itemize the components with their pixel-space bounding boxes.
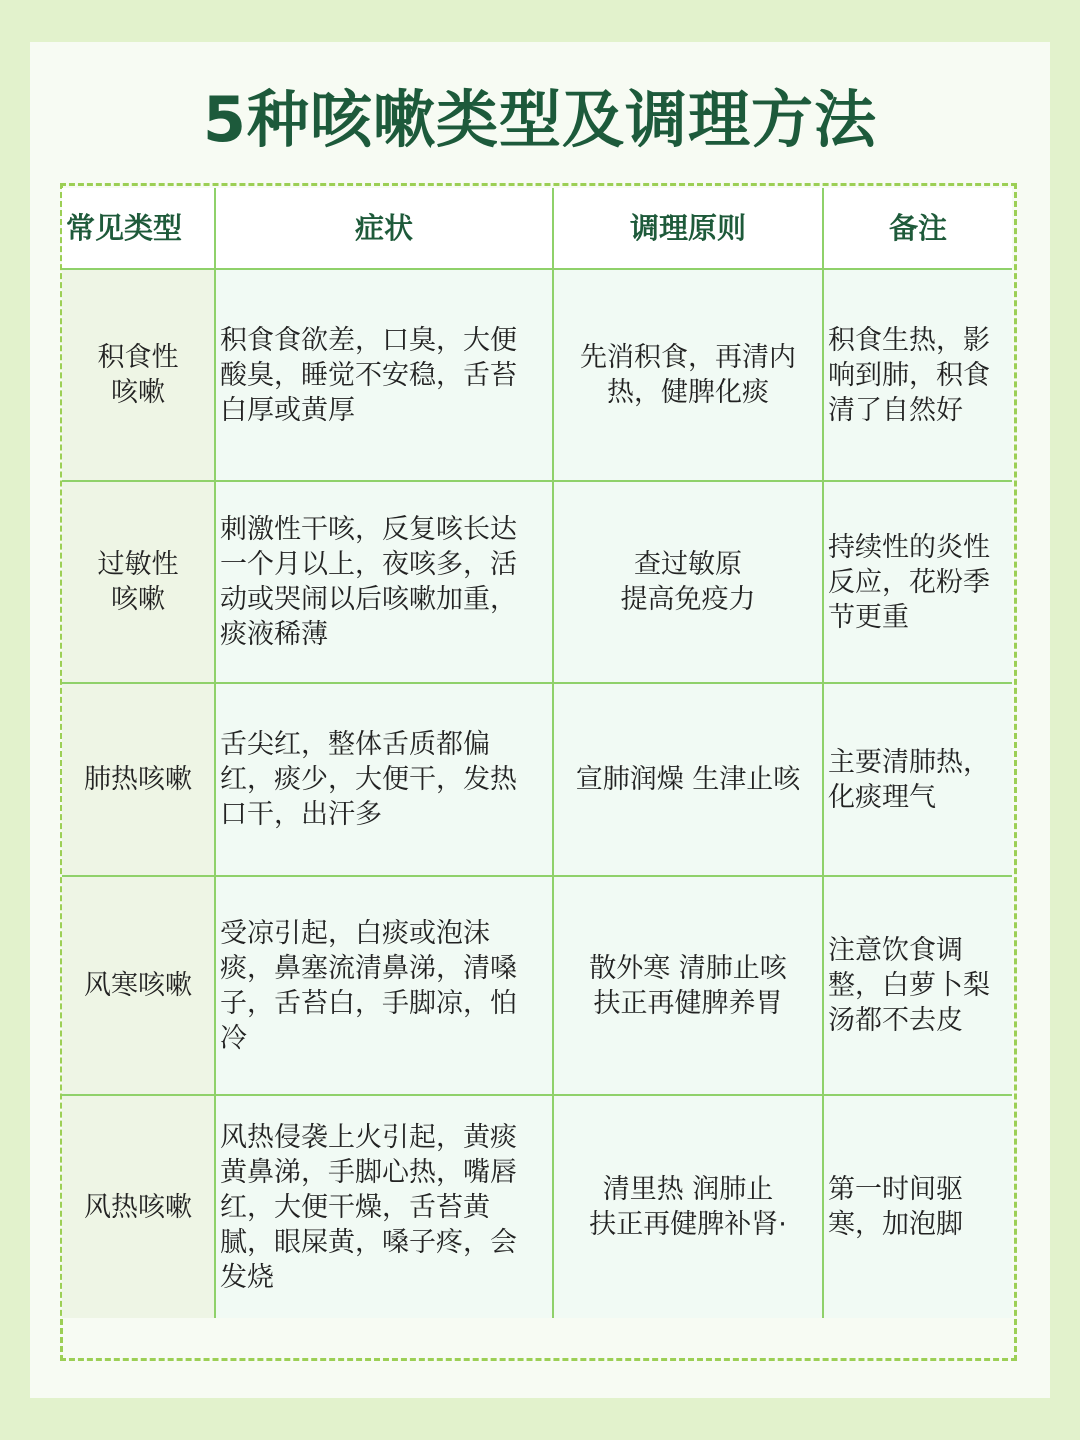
row-3-note: 主要清肺热， 化痰理气 bbox=[824, 684, 1012, 877]
row-1-symptoms: 积食食欲差，口臭，大便 酸臭，睡觉不安稳，舌苔 白厚或黄厚 bbox=[216, 270, 554, 482]
row-5-symptoms: 风热侵袭上火引起，黄痰 黄鼻涕，手脚心热，嘴唇 红，大便干燥，舌苔黄 腻，眼屎黄，嗓子疼，会 发烧 bbox=[216, 1096, 554, 1318]
row-2-type: 过敏性 咳嗽 bbox=[62, 482, 216, 684]
row-2-symptoms: 刺激性干咳，反复咳长达 一个月以上，夜咳多，活 动或哭闹以后咳嗽加重， 痰液稀薄 bbox=[216, 482, 554, 684]
row-5-type: 风热咳嗽 bbox=[62, 1096, 216, 1318]
row-3-symptoms: 舌尖红，整体舌质都偏 红，痰少，大便干，发热 口干，出汗多 bbox=[216, 684, 554, 877]
row-1-type: 积食性 咳嗽 bbox=[62, 270, 216, 482]
header-type: 常见类型 bbox=[62, 188, 216, 270]
cough-types-table bbox=[62, 188, 1012, 1318]
row-3-type: 肺热咳嗽 bbox=[62, 684, 216, 877]
header-principle: 调理原则 bbox=[554, 188, 824, 270]
row-2-principle: 查过敏原 提高免疫力 bbox=[554, 482, 824, 684]
row-4-type: 风寒咳嗽 bbox=[62, 877, 216, 1096]
page-title: 5种咳嗽类型及调理方法 bbox=[202, 83, 878, 156]
row-4-symptoms: 受凉引起，白痰或泡沫 痰，鼻塞流清鼻涕，清嗓 子，舌苔白，手脚凉，怕 冷 bbox=[216, 877, 554, 1096]
row-4-note: 注意饮食调 整，白萝卜梨 汤都不去皮 bbox=[824, 877, 1012, 1096]
row-1-principle: 先消积食，再清内 热，健脾化痰 bbox=[554, 270, 824, 482]
row-3-principle: 宣肺润燥 生津止咳 bbox=[554, 684, 824, 877]
header-symptoms: 症状 bbox=[216, 188, 554, 270]
row-4-principle: 散外寒 清肺止咳 扶正再健脾养胃 bbox=[554, 877, 824, 1096]
row-5-note: 第一时间驱 寒，加泡脚 bbox=[824, 1096, 1012, 1318]
row-1-note: 积食生热，影 响到肺，积食 清了自然好 bbox=[824, 270, 1012, 482]
header-note: 备注 bbox=[824, 188, 1012, 270]
row-5-principle: 清里热 润肺止 扶正再健脾补肾· bbox=[554, 1096, 824, 1318]
row-2-note: 持续性的炎性 反应，花粉季 节更重 bbox=[824, 482, 1012, 684]
